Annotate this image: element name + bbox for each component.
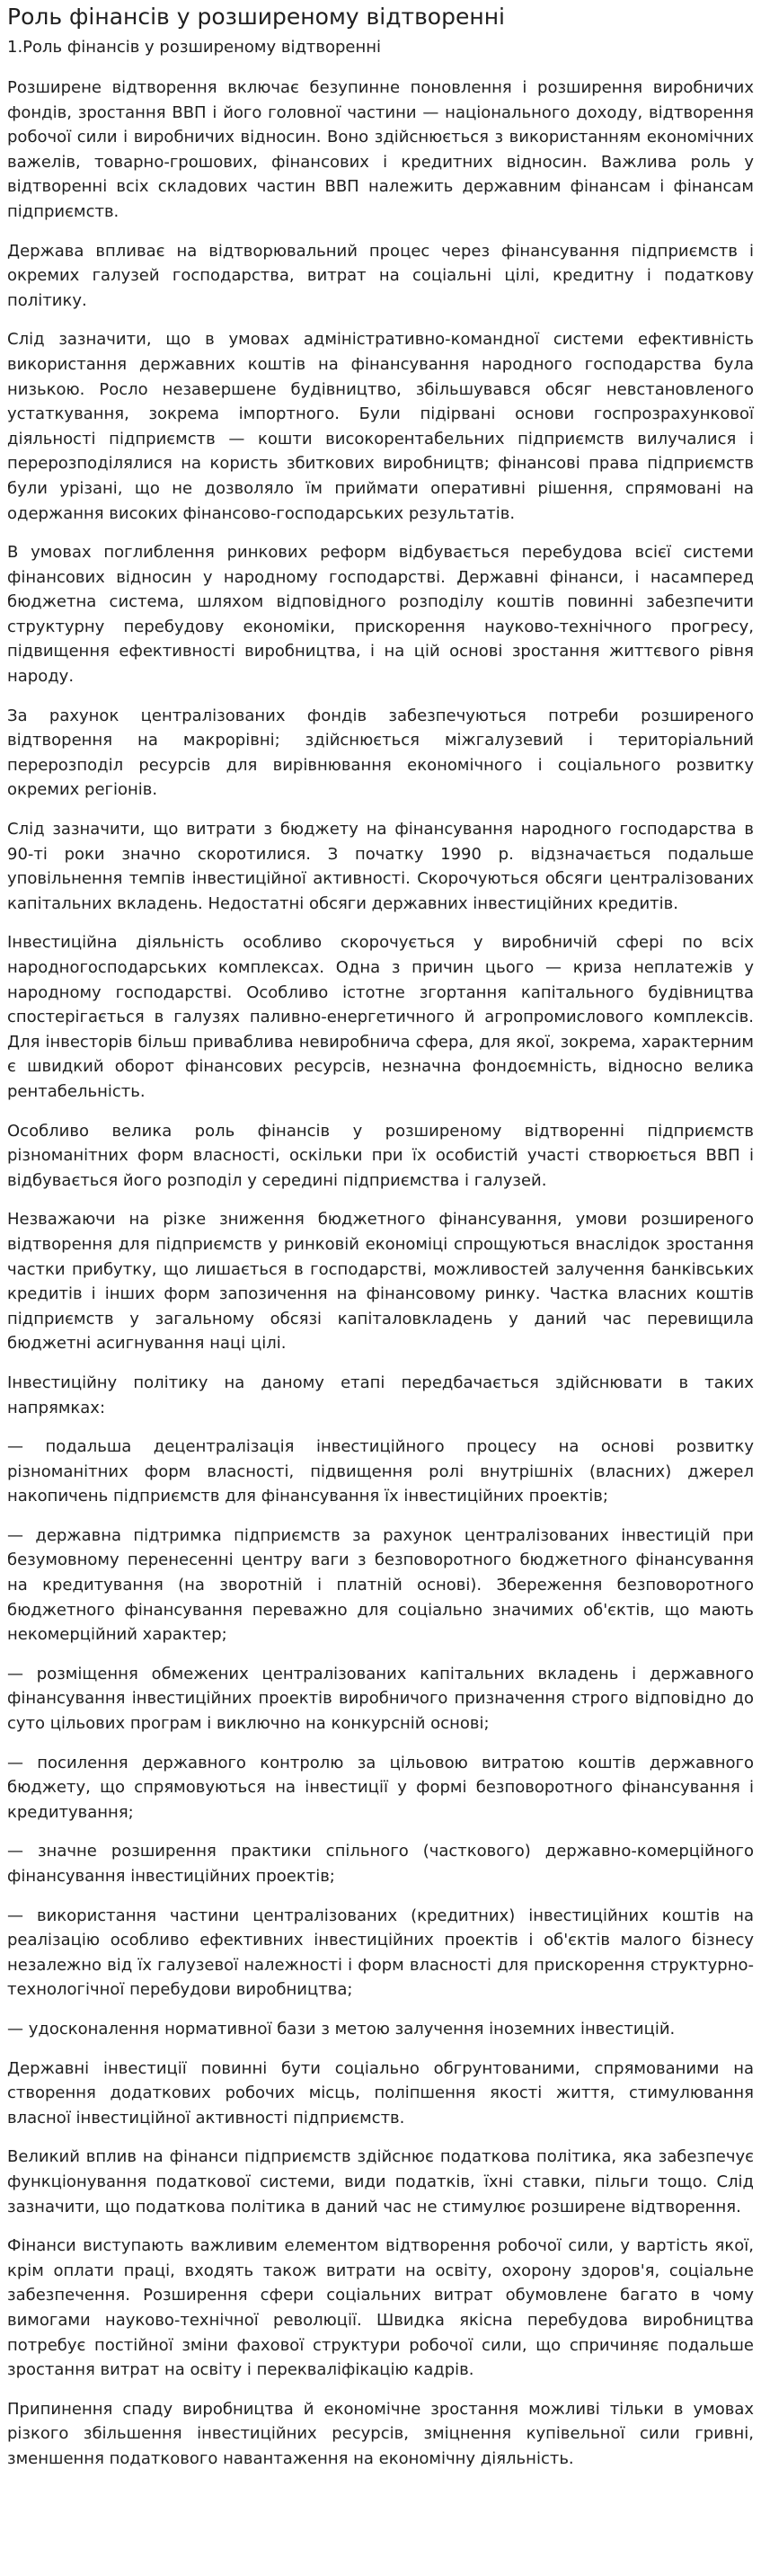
paragraph-5: За рахунок централізованих фондів забезпечуються потреби розширеного відтворення на макрорівні; здійснюється міжгалузевий і територіальний перерозподіл ресурсів для вирівнювання економічного і соціального розвитку окремих регіонів. bbox=[7, 706, 754, 800]
paragraph-14: Припинення спаду виробництва й економічне зростання можливі тільки в умовах різкого збільшення інвестиційних ресурсів, зміцнення купівельної сили гривні, зменшення податкового навантаження на економічну діяльність. bbox=[7, 2399, 754, 2468]
list-item-7: — удосконалення нормативної бази з метою залучення іноземних інвестицій. bbox=[7, 2019, 676, 2039]
paragraph-8: Особливо велика роль фінансів у розширеному відтворенні підприємств різноманітних форм власності, оскільки при їх особистій участі створюється ВВП і відбувається його розподіл у середині підприємства і галузей. bbox=[7, 1121, 754, 1190]
section-heading: 1.Роль фінансів у розширеному відтворенні bbox=[7, 38, 382, 57]
paragraph-4: В умовах поглиблення ринкових реформ відбувається перебудова всієї системи фінансових відносин у народному господарстві. Державні фінанси, і насамперед бюджетна система, шляхом відповідного розподілу коштів повинні забезпечити структурну перебудову економіки, прискорення науково-технічного прогресу, підвищення ефективності виробництва, і на цій основі зростання життєвого рівня народу. bbox=[7, 543, 754, 687]
list-item-2: — державна підтримка підприємств за рахунок централізованих інвестицій при безумовному перенесенні центру ваги з безповоротного бюджетного фінансування на кредитування (на зворотній і платній основі). Збереження безповоротного бюджетного фінансування переважно для соціально значимих об'єктів, що мають некомерційний характер; bbox=[7, 1525, 754, 1645]
paragraph-9: Незважаючи на різке зниження бюджетного фінансування, умови розширеного відтворення для підприємств у ринковій економіці спрощуються внаслідок зростання частки прибутку, що лишається в господарстві, можливостей залучення банківських кредитів і інших форм запозичення на фінансовому ринку. Частка власних коштів підприємств у загальному обсязі капіталовкладень у даний час перевищила бюджетні асигнування наці цілі. bbox=[7, 1210, 754, 1354]
list-item-5: — значне розширення практики спільного (часткового) державно-комерційного фінансування інвестиційних проектів; bbox=[7, 1842, 754, 1886]
paragraph-1: Розширене відтворення включає безупинне поновлення і розширення виробничих фондів, зростання ВВП і його головної частини — національного доходу, відтворення робочої сили і виробничих відносин. Воно здійснюється з використанням економічних важелів, товарно-грошових, фінансових і кредитних відносин. Важлива роль у відтворенні всіх складових частин ВВП належить державним фінансам і фінансам підприємств. bbox=[7, 78, 754, 221]
paragraph-2: Держава впливає на відтворювальний процес через фінансування підприємств і окремих галузей господарства, витрат на соціальні цілі, кредитну і податкову політику. bbox=[7, 241, 754, 310]
paragraph-10: Інвестиційну політику на даному етапі передбачається здійснювати в таких напрямках: bbox=[7, 1372, 754, 1417]
document-body bbox=[7, 76, 754, 2471]
list-item-6: — використання частини централізованих (кредитних) інвестиційних коштів на реалізацію особливо ефективних інвестиційних проектів і об'єктів малого бізнесу незалежно від їх галузевої належності і форм власності для прискорення структурно-технологічної перебудови виробництва; bbox=[7, 1905, 754, 2000]
paragraph-13: Фінанси виступають важливим елементом відтворення робочої сили, у вартість якої, крім оплати праці, входять також витрати на освіту, охорону здоров'я, соціальне забезпечення. Розширення сфери соціальних витрат обумовлене багато в чому вимогами науково-технічної революції. Швидка якісна перебудова виробництва потребує постійної зміни фахової структури робочої сили, що спричиняє подальше зростання витрат на освіту і перекваліфікацію кадрів. bbox=[7, 2236, 754, 2380]
list-item-1: — подальша децентралізація інвестиційного процесу на основі розвитку різноманітних форм власності, підвищення ролі внутрішніх (власних) джерел накопичень підприємств для фінансування їх інвестиційних проектів; bbox=[7, 1437, 754, 1506]
paragraph-11: Державні інвестиції повинні бути соціально обгрунтованими, спрямованими на створення додаткових робочих місць, поліпшення якості життя, стимулювання власної інвестиційної активності підприємств. bbox=[7, 2058, 754, 2127]
paragraph-3: Слід зазначити, що в умовах адміністративно-командної системи ефективність використання державних коштів на фінансування народного господарства була низькою. Росло незавершене будівництво, збільшувався обсяг невстановленого устаткування, зокрема імпортного. Були підірвані основи госпрозрахункової діяльності підприємств — кошти високорентабельних підприємств вилучалися і перерозподілялися на користь збиткових виробництв; фінансові права підприємств були урізані, що не дозволяло їм приймати оперативні рішення, спрямовані на одержання високих фінансово-господарських результатів. bbox=[7, 330, 754, 523]
list-item-4: — посилення державного контролю за цільовою витратою коштів державного бюджету, що спрямовуються на інвестиції у формі безповоротного фінансування і кредитування; bbox=[7, 1753, 754, 1822]
paragraph-7: Інвестиційна діяльність особливо скорочується у виробничій сфері по всіх народногосподарських комплексах. Одна з причин цього — криза неплатежів у народному господарстві. Особливо істотне згортання капітального будівництва спостерігається в галузях паливно-енергетичного й агропромислового комплексів. Для інвесторів більш приваблива невиробнича сфера, для якої, зокрема, характерним є швидкий оборот фінансових ресурсів, незначна фондоємність, відносно велика рентабельність. bbox=[7, 933, 754, 1101]
paragraph-6: Слід зазначити, що витрати з бюджету на фінансування народного господарства в 90-ті роки значно скоротилися. З початку 1990 р. відзначається подальше уповільнення темпів інвестиційної активності. Скорочуються обсяги централізованих капітальних вкладень. Недостатні обсяги державних інвестиційних кредитів. bbox=[7, 820, 754, 913]
list-item-3: — розміщення обмежених централізованих капітальних вкладень і державного фінансування інвестиційних проектів виробничого призначення строго відповідно до суто цільових програм і виключно на конкурсній основі; bbox=[7, 1664, 754, 1734]
paragraph-12: Великий вплив на фінанси підприємств здійснює податкова політика, яка забезпечує функціонування податкової системи, види податків, їхні ставки, пільги тощо. Слід зазначити, що податкова політика в даний час не стимулює розширене відтворення. bbox=[7, 2147, 754, 2216]
page-title: Роль фінансів у розширеному відтворенні bbox=[7, 4, 505, 30]
